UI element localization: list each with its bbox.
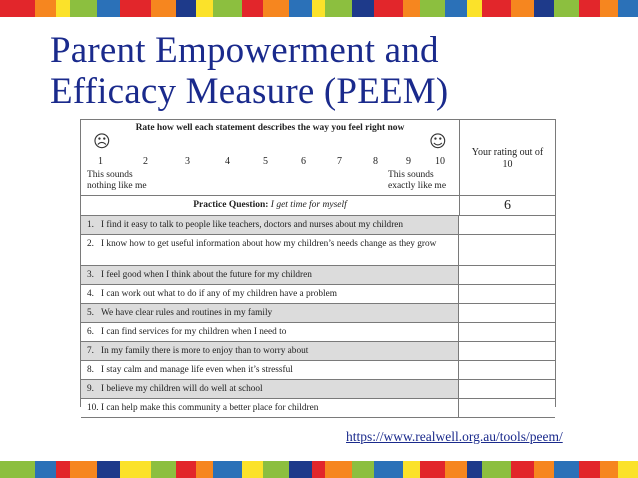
stripe-segment bbox=[352, 0, 373, 17]
stripe-segment bbox=[56, 0, 70, 17]
title-line-2: Efficacy Measure (PEEM) bbox=[50, 71, 449, 112]
stripe-segment bbox=[213, 0, 242, 17]
statement-number: 2. bbox=[87, 239, 94, 249]
rating-input-cell[interactable] bbox=[459, 285, 555, 303]
statement-row bbox=[81, 380, 555, 399]
rating-column-header bbox=[460, 120, 555, 195]
rating-input-cell[interactable] bbox=[459, 399, 555, 417]
rating-input-cell[interactable] bbox=[459, 342, 555, 360]
scale-number: 6 bbox=[301, 156, 306, 167]
statement-row bbox=[81, 266, 555, 285]
anchor-low bbox=[87, 170, 147, 192]
stripe-segment bbox=[445, 461, 466, 478]
stripe-segment bbox=[0, 0, 35, 17]
anchor-high-line-1: This sounds bbox=[388, 170, 434, 180]
stripe-segment bbox=[325, 0, 352, 17]
scale-number: 1 bbox=[98, 156, 103, 167]
stripe-segment bbox=[70, 461, 97, 478]
stripe-segment bbox=[56, 461, 70, 478]
source-link[interactable]: https://www.realwell.org.au/tools/peem/ bbox=[346, 429, 563, 444]
statement-number: 5. bbox=[87, 308, 94, 318]
rating-input-cell[interactable] bbox=[459, 266, 555, 284]
stripe-segment bbox=[35, 0, 56, 17]
scale-number: 8 bbox=[373, 156, 378, 167]
statement-number: 1. bbox=[87, 220, 94, 230]
instruction-text: Rate how well each statement describes the way you feel right now bbox=[135, 123, 405, 133]
stripe-segment bbox=[554, 461, 579, 478]
statement-text: I stay calm and manage life even when it’s stressful bbox=[101, 365, 293, 375]
stripe-segment bbox=[213, 461, 242, 478]
stripe-segment bbox=[600, 461, 617, 478]
form-header bbox=[81, 120, 555, 196]
stripe-segment bbox=[263, 461, 288, 478]
scale-number: 7 bbox=[337, 156, 342, 167]
stripe-segment bbox=[511, 461, 534, 478]
statement-cell bbox=[81, 399, 459, 417]
statement-row bbox=[81, 235, 555, 266]
statement-text: In my family there is more to enjoy than to worry about bbox=[101, 346, 309, 356]
statement-number: 3. bbox=[87, 270, 94, 280]
anchor-low-line-2: nothing like me bbox=[87, 181, 147, 191]
stripe-segment bbox=[176, 0, 195, 17]
stripe-segment bbox=[511, 0, 534, 17]
slide-title bbox=[50, 30, 448, 112]
stripe-segment bbox=[263, 0, 288, 17]
stripe-segment bbox=[403, 461, 420, 478]
statement-text: I can help make this community a better place for children bbox=[101, 403, 319, 413]
rating-input-cell[interactable] bbox=[459, 216, 555, 234]
stripe-segment bbox=[534, 461, 553, 478]
happy-face-icon: ☺ bbox=[429, 132, 447, 152]
stripe-segment bbox=[97, 0, 120, 17]
stripe-segment bbox=[579, 0, 600, 17]
rating-input-cell[interactable] bbox=[459, 380, 555, 398]
statement-list bbox=[81, 216, 555, 418]
statement-row bbox=[81, 361, 555, 380]
statement-number: 9. bbox=[87, 384, 94, 394]
top-color-stripe bbox=[0, 0, 638, 17]
stripe-segment bbox=[289, 461, 312, 478]
title-line-1: Parent Empowerment and bbox=[50, 30, 439, 71]
statement-text: I can work out what to do if any of my children have a problem bbox=[101, 289, 337, 299]
scale-number: 3 bbox=[185, 156, 190, 167]
statement-cell bbox=[81, 216, 459, 234]
rating-header-line-2: 10 bbox=[502, 159, 513, 170]
stripe-segment bbox=[534, 0, 553, 17]
stripe-segment bbox=[35, 461, 56, 478]
bottom-color-stripe bbox=[0, 461, 638, 478]
practice-label: Practice Question: bbox=[193, 200, 269, 210]
anchor-high-line-2: exactly like me bbox=[388, 181, 447, 191]
stripe-segment bbox=[312, 461, 326, 478]
peem-form-image bbox=[80, 119, 556, 413]
stripe-segment bbox=[196, 461, 213, 478]
stripe-segment bbox=[151, 0, 176, 17]
rating-input-cell[interactable] bbox=[459, 323, 555, 341]
stripe-segment bbox=[97, 461, 120, 478]
statement-text: I know how to get useful information about how my children’s needs change as they grow bbox=[101, 239, 437, 249]
statement-row bbox=[81, 216, 555, 235]
stripe-segment bbox=[289, 0, 312, 17]
statement-row bbox=[81, 399, 555, 418]
stripe-segment bbox=[467, 0, 482, 17]
stripe-segment bbox=[312, 0, 326, 17]
statement-cell bbox=[81, 285, 459, 303]
statement-cell bbox=[81, 361, 459, 379]
stripe-segment bbox=[374, 461, 403, 478]
stripe-segment bbox=[600, 0, 617, 17]
statement-text: I find it easy to talk to people like teachers, doctors and nurses about my children bbox=[101, 220, 404, 230]
statement-row bbox=[81, 285, 555, 304]
statement-cell bbox=[81, 235, 459, 265]
stripe-segment bbox=[120, 0, 151, 17]
statement-number: 8. bbox=[87, 365, 94, 375]
stripe-segment bbox=[242, 461, 263, 478]
stripe-segment bbox=[403, 0, 420, 17]
statement-cell bbox=[81, 342, 459, 360]
rating-header-line-1: Your rating out of bbox=[471, 147, 544, 158]
stripe-segment bbox=[374, 0, 403, 17]
stripe-segment bbox=[579, 461, 600, 478]
statement-row bbox=[81, 304, 555, 323]
statement-cell bbox=[81, 266, 459, 284]
statement-text: We have clear rules and routines in my family bbox=[101, 308, 273, 318]
rating-input-cell[interactable] bbox=[459, 304, 555, 322]
stripe-segment bbox=[196, 0, 213, 17]
scale-number: 5 bbox=[263, 156, 268, 167]
stripe-segment bbox=[352, 461, 373, 478]
stripe-segment bbox=[151, 461, 176, 478]
stripe-segment bbox=[482, 461, 511, 478]
stripe-segment bbox=[0, 461, 35, 478]
statement-number: 6. bbox=[87, 327, 94, 337]
statement-cell bbox=[81, 304, 459, 322]
stripe-segment bbox=[420, 0, 445, 17]
statement-row bbox=[81, 323, 555, 342]
stripe-segment bbox=[618, 461, 638, 478]
stripe-segment bbox=[120, 461, 151, 478]
scale-number: 2 bbox=[143, 156, 148, 167]
statement-number: 7. bbox=[87, 346, 94, 356]
practice-question-row bbox=[81, 196, 555, 216]
statement-cell bbox=[81, 323, 459, 341]
stripe-segment bbox=[445, 0, 466, 17]
scale-numbers bbox=[81, 156, 459, 168]
scale-number: 10 bbox=[435, 156, 445, 167]
stripe-segment bbox=[176, 461, 195, 478]
anchor-low-line-1: This sounds bbox=[87, 170, 133, 180]
stripe-segment bbox=[420, 461, 445, 478]
statement-text: I feel good when I think about the future for my children bbox=[101, 270, 312, 280]
statement-text: I believe my children will do well at school bbox=[101, 384, 263, 394]
scale-number: 9 bbox=[406, 156, 411, 167]
stripe-segment bbox=[482, 0, 511, 17]
rating-scale bbox=[81, 120, 460, 195]
practice-text: I get time for myself bbox=[270, 200, 347, 210]
statement-number: 10. bbox=[87, 403, 99, 413]
practice-question bbox=[81, 196, 460, 215]
rating-input-cell[interactable] bbox=[459, 235, 555, 265]
stripe-segment bbox=[242, 0, 263, 17]
practice-rating-value: 6 bbox=[504, 198, 511, 213]
scale-number: 4 bbox=[225, 156, 230, 167]
statement-text: I can find services for my children when I need to bbox=[101, 327, 287, 337]
stripe-segment bbox=[467, 461, 482, 478]
statement-cell bbox=[81, 380, 459, 398]
stripe-segment bbox=[70, 0, 97, 17]
statement-row bbox=[81, 342, 555, 361]
rating-input-cell[interactable] bbox=[459, 361, 555, 379]
stripe-segment bbox=[618, 0, 638, 17]
stripe-segment bbox=[554, 0, 579, 17]
statement-number: 4. bbox=[87, 289, 94, 299]
anchor-high bbox=[388, 170, 446, 192]
stripe-segment bbox=[325, 461, 352, 478]
sad-face-icon: ☹ bbox=[93, 132, 111, 152]
